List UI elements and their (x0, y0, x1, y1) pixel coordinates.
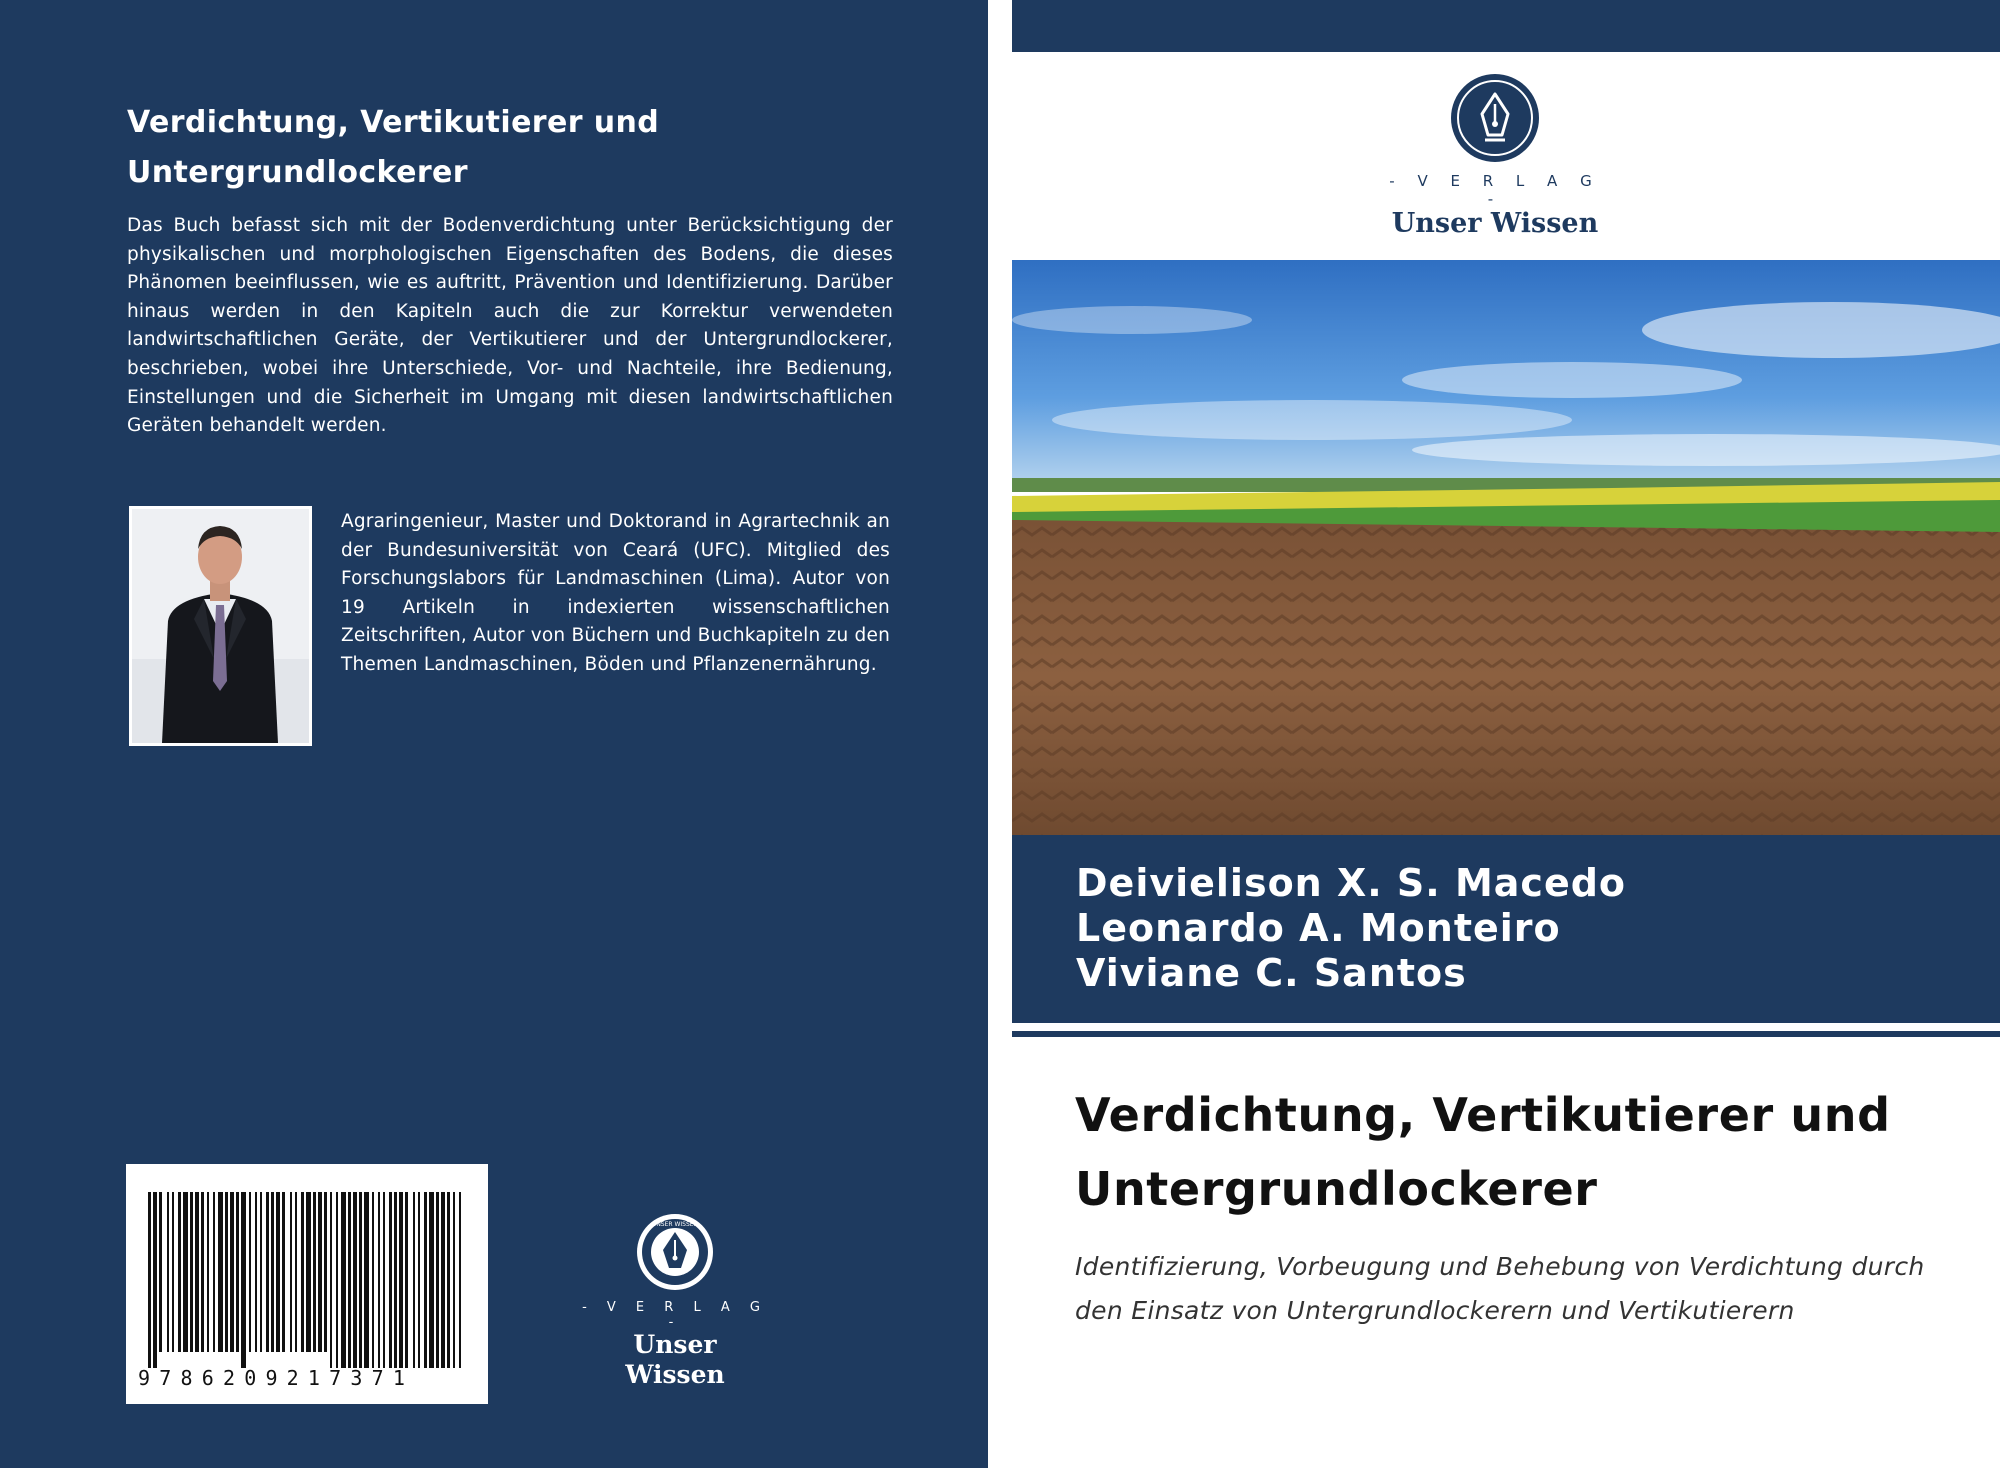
authors-band (1012, 835, 2000, 1023)
author-biography: Agraringenieur, Master und Doktorand in Agrartechnik an der Bundesuniversität von Ceará (UFC). Mitglied des Forschungslabors für Landmaschinen (Lima). Autor von 19 Artikeln in indexierten wissenschaftlichen Zeitschriften, Autor von Büchern und Buchkapiteln zu den Themen Landmaschinen, Böden und Pflanzenernährung. (341, 511, 890, 675)
front-publisher-logo (1380, 72, 1610, 239)
author-name-3: Viviane C. Santos (1076, 951, 1467, 995)
barcode (126, 1164, 488, 1404)
author-name-2: Leonardo A. Monteiro (1076, 906, 1561, 950)
publisher-verlag-label: - V E R L A G - (1389, 172, 1601, 208)
front-top-bar (1012, 0, 2000, 52)
fountain-pen-nib-logo-icon (635, 1212, 715, 1292)
svg-text:UNSER WISSEN: UNSER WISSEN (651, 1221, 699, 1228)
spine-gap (988, 0, 1012, 1468)
book-description: Das Buch befasst sich mit der Bodenverdichtung unter Berücksichtigung der physikalischen und morphologischen Eigenschaften des Bodens, die dieses Phänomen beeinflussen, wie es auftritt, Prävention und Identifizierung. Darüber hinaus werden in den Kapiteln auch die zur Korrektur verwendeten landwirtschaftlichen Geräte, der Vertikutierer und der Untergrundlockerer, beschrieben, wobei ihre Unterschiede, Vor- und Nachteile, ihre Bedienung, Einstellungen und die Sicherheit im Umgang mit diesen landwirtschaftlichen Geräten behandelt werden. (127, 215, 893, 437)
back-publisher-logo (580, 1212, 770, 1389)
divider-rule (1012, 1031, 2000, 1037)
publisher-name: Unser Wissen (1391, 208, 1599, 239)
author-name-1: Deivielison X. S. Macedo (1076, 861, 1627, 905)
author-portrait-image (129, 506, 312, 746)
publisher-verlag-label: - V E R L A G - (582, 1300, 768, 1330)
publisher-name: Unser Wissen (625, 1330, 725, 1389)
fountain-pen-nib-logo-icon (1449, 72, 1541, 164)
back-cover (0, 0, 988, 1468)
back-cover-title: Verdichtung, Vertikutierer und Untergrundlockerer (127, 105, 660, 190)
front-cover-title: Verdichtung, Vertikutierer und Untergrundlockerer (1075, 1088, 1891, 1216)
field-landscape-image (1012, 260, 2000, 835)
isbn-number: 9786209217371 (138, 1366, 415, 1390)
front-cover-subtitle: Identifizierung, Vorbeugung und Behebung von Verdichtung durch den Einsatz von Untergrundlockerern und Vertikutierern (1075, 1252, 1925, 1325)
barcode-icon (148, 1192, 466, 1368)
